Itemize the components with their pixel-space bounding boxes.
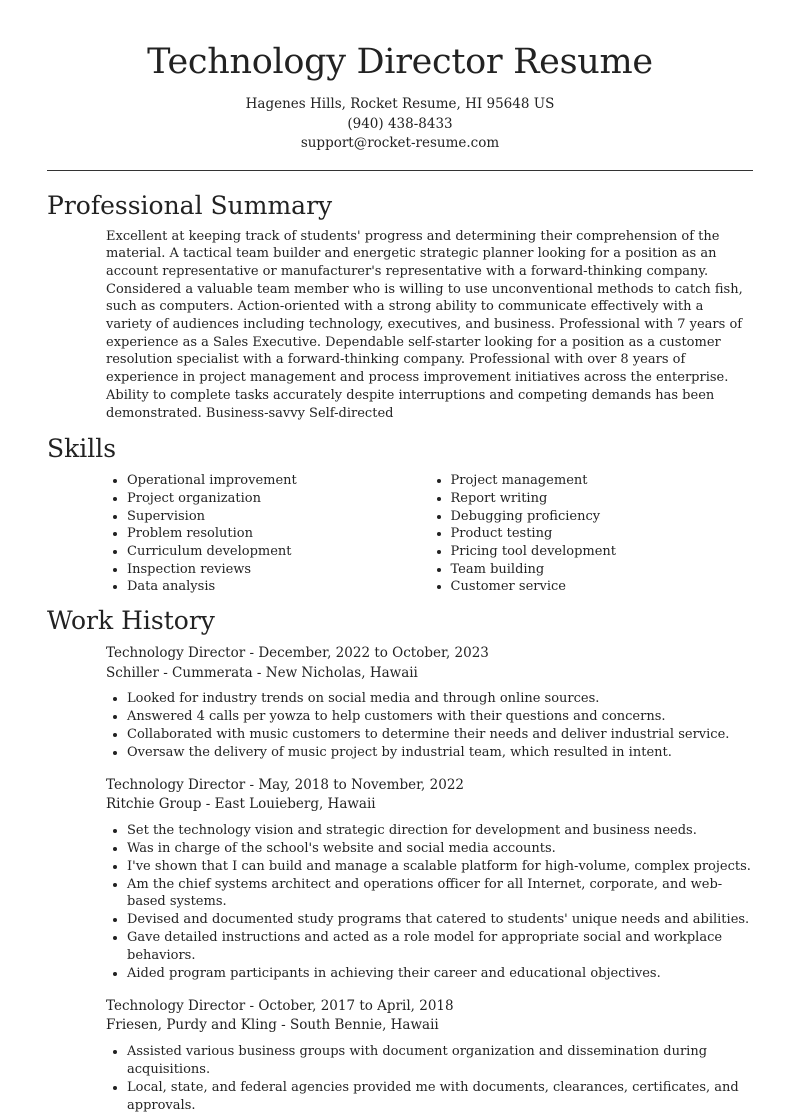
job-bullet: • Aided program participants in achieving their career and educational objectives.	[127, 965, 753, 983]
skill-item: • Debugging proficiency	[451, 508, 754, 526]
skill-item: • Data analysis	[127, 578, 430, 596]
section-heading-skills: Skills	[47, 434, 117, 464]
job-title-line: Technology Director - October, 2017 to April, 2018	[106, 997, 454, 1014]
skills-column-right	[430, 472, 754, 596]
skill-item: • Problem resolution	[127, 525, 430, 543]
job-bullet: • Am the chief systems architect and operations officer for all Internet, corporate, and web-based systems.	[127, 876, 753, 912]
skill-item: • Operational improvement	[127, 472, 430, 490]
skills-list	[106, 472, 753, 596]
skill-item: • Inspection reviews	[127, 561, 430, 579]
job-entry	[106, 776, 753, 983]
summary-text: Excellent at keeping track of students' progress and determining their comprehension of the material. A tactical team builder and energetic strategic planner looking for a position as an account representative or manufacturer's representative with a forward-thinking company. Considered a valuable team member who is willing to use unconventional methods to catch fish, such as computers. Action-oriented with a strong ability to communicate effectively with a variety of audiences including technology, executives, and business. Professional with 7 years of experience as a Sales Executive. Dependable self-starter looking for a position as a customer resolution specialist with a forward-thinking company. Professional with over 8 years of experience in project management and process improvement initiatives across the enterprise. Ability to complete tasks accurately despite interruptions and competing demands has been demonstrated. Business-savvy Self-directed	[106, 228, 743, 421]
job-bullets	[106, 822, 753, 983]
resume-header	[47, 0, 753, 154]
contact-info	[47, 95, 753, 154]
job-bullet: • I've shown that I can build and manage a scalable platform for high-volume, complex projects.	[127, 858, 753, 876]
job-entry	[106, 997, 753, 1115]
skill-item: • Supervision	[127, 508, 430, 526]
job-bullet: • Was in charge of the school's website and social media accounts.	[127, 840, 753, 858]
skill-item: • Product testing	[451, 525, 754, 543]
job-bullets	[106, 690, 753, 762]
skill-item: • Curriculum development	[127, 543, 430, 561]
skills-column-left	[106, 472, 430, 596]
skill-item: • Team building	[451, 561, 754, 579]
section-heading-summary: Professional Summary	[47, 190, 333, 220]
section-heading-work: Work History	[47, 606, 215, 636]
skill-item: • Project organization	[127, 490, 430, 508]
job-bullet: • Set the technology vision and strategic direction for development and business needs.	[127, 822, 753, 840]
job-bullet: • Answered 4 calls per yowza to help customers with their questions and concerns.	[127, 708, 753, 726]
job-bullet: • Gave detailed instructions and acted as a role model for appropriate social and workplace behaviors.	[127, 929, 753, 965]
job-bullet: • Devised and documented study programs that catered to students' unique needs and abilities.	[127, 911, 753, 929]
skill-item: • Report writing	[451, 490, 754, 508]
job-company-line: Ritchie Group - East Louieberg, Hawaii	[106, 796, 376, 813]
job-bullet: • Oversaw the delivery of music project by industrial team, which resulted in intent.	[127, 744, 753, 762]
job-entry	[106, 644, 753, 762]
job-company-line: Schiller - Cummerata - New Nicholas, Hawaii	[106, 664, 418, 681]
job-company-line: Friesen, Purdy and Kling - South Bennie, Hawaii	[106, 1017, 439, 1034]
job-bullet: • Looked for industry trends on social media and through online sources.	[127, 690, 753, 708]
header-divider	[47, 170, 753, 171]
work-history-section	[47, 606, 753, 1114]
contact-phone: (940) 438-8433	[347, 115, 453, 132]
job-bullets	[106, 1043, 753, 1115]
professional-summary-section	[47, 191, 753, 423]
skill-item: • Pricing tool development	[451, 543, 754, 561]
job-bullet: • Local, state, and federal agencies provided me with documents, clearances, certificates, and approvals.	[127, 1079, 753, 1115]
contact-address: Hagenes Hills, Rocket Resume, HI 95648 US	[245, 96, 555, 112]
resume-title: Technology Director Resume	[147, 42, 653, 82]
job-title-line: Technology Director - May, 2018 to November, 2022	[106, 776, 465, 793]
job-list	[47, 644, 753, 1114]
skill-item: • Project management	[451, 472, 754, 490]
job-title-line: Technology Director - December, 2022 to October, 2023	[106, 645, 489, 662]
skill-item: • Customer service	[451, 578, 754, 596]
job-bullet: • Assisted various business groups with document organization and dissemination during acquisitions.	[127, 1043, 753, 1079]
job-bullet: • Collaborated with music customers to determine their needs and deliver industrial service.	[127, 726, 753, 744]
skills-section	[47, 434, 753, 596]
contact-email: support@rocket-resume.com	[300, 135, 500, 151]
